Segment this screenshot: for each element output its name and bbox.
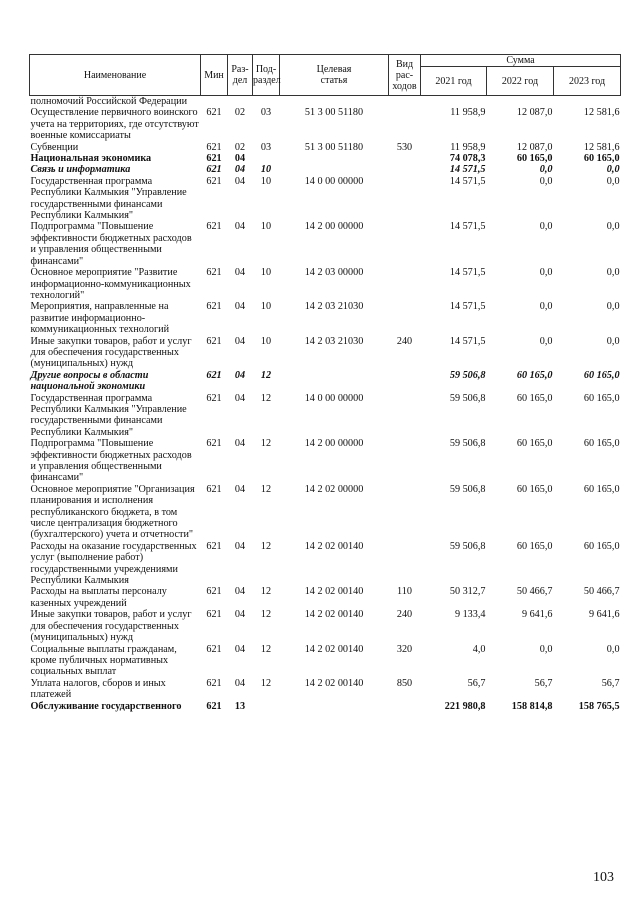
table-cell-2022: 60 165,0	[516, 438, 553, 450]
table-cell-target-article: 14 2 02 00140	[304, 677, 364, 689]
table-cell-name: Иные закупки товаров, работ и услуг для обеспечения государственных (муниципальных) нужд	[30, 609, 192, 644]
table-cell-name: Уплата налогов, сборов и иных платежей	[30, 677, 166, 701]
table-cell-subsection: 03	[260, 141, 272, 153]
table-cell-2022: 0,0	[539, 643, 553, 655]
table-cell-subsection: 10	[260, 221, 272, 233]
table-cell-ministry: 621	[206, 267, 222, 279]
table-cell-ministry: 621	[206, 643, 222, 655]
table-cell-2021: 14 571,5	[449, 301, 486, 313]
table-cell-name: Социальные выплаты гражданам, кроме публичных нормативных социальных выплат	[30, 643, 177, 678]
table-cell-ministry: 621	[206, 700, 222, 712]
table-cell-2021: 59 506,8	[449, 369, 486, 381]
table-cell-ministry: 621	[206, 609, 222, 621]
table-cell-target-article: 14 2 00 00000	[304, 438, 364, 450]
table-cell-2023: 0,0	[606, 301, 620, 313]
header-min: Мин	[201, 55, 228, 96]
table-cell-name: Национальная экономика	[30, 153, 152, 165]
table-cell-expense-type: 320	[396, 643, 413, 655]
table-cell-2022: 60 165,0	[516, 392, 553, 404]
table-cell-2022: 60 165,0	[516, 153, 553, 165]
table-cell-2023: 50 466,7	[583, 586, 620, 598]
table-cell-subsection: 12	[260, 677, 272, 689]
header-expense-type: Вид рас- ходов	[389, 55, 421, 96]
table-row	[30, 609, 621, 643]
table-cell-2022: 50 466,7	[516, 586, 553, 598]
table-row	[30, 153, 621, 164]
table-cell-expense-type	[389, 438, 421, 484]
table-cell-ministry: 621	[206, 369, 222, 381]
table-cell-subsection: 12	[260, 438, 272, 450]
table-cell-2023	[554, 96, 621, 108]
table-row	[30, 484, 621, 541]
table-cell-2021: 14 571,5	[449, 221, 486, 233]
table-cell-section: 04	[234, 392, 246, 404]
table-cell-2023: 0,0	[606, 221, 620, 233]
table-cell-2022: 12 087,0	[516, 107, 553, 119]
table-row	[30, 301, 621, 335]
table-row	[30, 176, 621, 222]
table-cell-ministry: 621	[206, 153, 222, 165]
table-cell-name: Иные закупки товаров, работ и услуг для обеспечения государственных (муниципальных) нужд	[30, 335, 192, 370]
table-cell-target-article: 14 2 03 00000	[304, 267, 364, 279]
table-cell-section: 04	[234, 609, 246, 621]
table-row	[30, 107, 621, 141]
table-cell-name: Государственная программа Республики Калмыкия "Управление государственными финансами Республики Калмыкия"	[30, 175, 187, 222]
table-cell-name: Государственная программа Республики Калмыкия "Управление государственными финансами Республики Калмыкия"	[30, 392, 187, 438]
table-cell-name: полномочий Российской Федерации	[30, 96, 188, 107]
table-cell-section: 04	[234, 335, 246, 347]
header-sum: Сумма	[421, 55, 621, 67]
table-cell-expense-type: 240	[396, 335, 413, 347]
table-cell-2022: 0,0	[539, 164, 553, 176]
table-cell-target-article	[280, 153, 389, 164]
table-body	[30, 96, 621, 712]
table-cell-target-article: 14 0 00 00000	[304, 392, 364, 404]
header-year-2022: 2022 год	[487, 67, 554, 96]
table-cell-ministry	[201, 96, 228, 108]
table-cell-target-article	[280, 701, 389, 712]
table-cell-target-article: 14 2 02 00000	[304, 483, 364, 495]
table-cell-section: 04	[234, 301, 246, 313]
table-cell-subsection: 10	[260, 164, 272, 176]
table-cell-2023: 158 765,5	[578, 700, 620, 712]
table-row	[30, 221, 621, 267]
table-cell-section: 04	[234, 369, 246, 381]
table-cell-2023: 56,7	[601, 677, 620, 689]
table-cell-target-article: 51 3 00 51180	[304, 141, 364, 153]
table-cell-2023: 60 165,0	[583, 392, 620, 404]
table-cell-expense-type	[389, 221, 421, 267]
table-cell-target-article: 14 2 02 00140	[304, 540, 364, 552]
table-cell-target-article: 14 2 00 00000	[304, 221, 364, 233]
table-cell-2021: 59 506,8	[449, 438, 486, 450]
table-cell-subsection: 10	[260, 301, 272, 313]
table-cell-name: Расходы на оказание государственных услуг (выполнение работ) государственными учреждениями Республики Калмыкия	[30, 540, 197, 587]
budget-table	[29, 54, 621, 712]
table-cell-2021	[421, 96, 487, 108]
table-cell-expense-type: 240	[396, 609, 413, 621]
table-cell-expense-type: 530	[396, 141, 413, 153]
table-cell-subsection: 12	[260, 609, 272, 621]
table-cell-section: 02	[234, 107, 246, 119]
table-cell-section: 13	[234, 700, 246, 712]
table-cell-2022: 60 165,0	[516, 540, 553, 552]
table-cell-name: Подпрограмма "Повышение эффективности бюджетных расходов и управления общественными финансами"	[30, 221, 192, 267]
header-year-2023: 2023 год	[554, 67, 621, 96]
table-cell-target-article	[280, 370, 389, 393]
table-cell-expense-type	[389, 176, 421, 222]
table-cell-subsection	[253, 153, 280, 164]
table-cell-2022: 0,0	[539, 335, 553, 347]
table-cell-expense-type	[389, 164, 421, 175]
table-cell-subsection: 12	[260, 643, 272, 655]
table-row	[30, 96, 621, 108]
table-cell-ministry: 621	[206, 221, 222, 233]
table-cell-name: Обслуживание государственного	[30, 700, 182, 712]
table-cell-section: 04	[234, 483, 246, 495]
table-cell-2022: 158 814,8	[511, 700, 553, 712]
table-cell-subsection: 10	[260, 335, 272, 347]
table-cell-name: Основное мероприятие "Организация планирования и исполнения республиканского бюджета, в том числе централизация бюджетного (бухгалтерского) учета и отчетности"	[30, 483, 195, 541]
table-cell-2021: 56,7	[467, 677, 486, 689]
table-cell-2022: 9 641,6	[521, 609, 553, 621]
table-cell-2022: 60 165,0	[516, 483, 553, 495]
table-cell-name: Связь и информатика	[30, 164, 131, 176]
table-cell-2021: 50 312,7	[449, 586, 486, 598]
table-cell-expense-type	[389, 370, 421, 393]
table-cell-2022: 56,7	[534, 677, 553, 689]
table-cell-subsection	[253, 96, 280, 108]
table-cell-subsection: 12	[260, 540, 272, 552]
table-cell-name: Мероприятия, направленные на развитие информационно-коммуникационных технологий	[30, 301, 170, 336]
table-cell-2021: 74 078,3	[449, 153, 486, 165]
table-cell-section: 04	[234, 221, 246, 233]
table-cell-expense-type	[389, 153, 421, 164]
table-cell-ministry: 621	[206, 164, 222, 176]
header-podrazdel: Под- раздел	[253, 55, 280, 96]
table-cell-subsection: 12	[260, 392, 272, 404]
table-cell-name: Основное мероприятие "Развитие информационно-коммуникационных технологий"	[30, 267, 191, 301]
table-row	[30, 370, 621, 393]
table-cell-target-article: 14 2 02 00140	[304, 586, 364, 598]
table-cell-section: 04	[234, 267, 246, 279]
table-row	[30, 541, 621, 587]
table-cell-2021: 14 571,5	[449, 335, 486, 347]
table-cell-ministry: 621	[206, 438, 222, 450]
table-cell-section: 04	[234, 164, 246, 176]
table-cell-subsection	[253, 701, 280, 712]
table-cell-2021: 11 958,9	[450, 141, 486, 153]
table-cell-name: Субвенции	[30, 141, 79, 153]
table-row	[30, 701, 621, 712]
table-cell-2023: 0,0	[606, 175, 620, 187]
table-cell-target-article: 14 2 03 21030	[304, 301, 364, 313]
table-cell-2023: 60 165,0	[583, 483, 620, 495]
table-cell-2023: 12 581,6	[583, 107, 620, 119]
table-cell-2022: 0,0	[539, 175, 553, 187]
table-cell-section: 04	[234, 540, 246, 552]
table-cell-2021: 59 506,8	[449, 392, 486, 404]
table-row	[30, 438, 621, 484]
table-cell-ministry: 621	[206, 107, 222, 119]
table-cell-expense-type	[389, 484, 421, 541]
table-cell-expense-type	[389, 301, 421, 335]
header-name: Наименование	[30, 55, 201, 96]
table-cell-subsection: 12	[260, 483, 272, 495]
table-cell-2021: 59 506,8	[449, 540, 486, 552]
table-cell-2023: 60 165,0	[583, 153, 620, 165]
table-cell-ministry: 621	[206, 540, 222, 552]
table-cell-2021: 14 571,5	[449, 267, 486, 279]
header-year-2021: 2021 год	[421, 67, 487, 96]
table-cell-name: Подпрограмма "Повышение эффективности бюджетных расходов и управления общественными финансами"	[30, 438, 192, 484]
table-cell-section: 04	[234, 643, 246, 655]
table-row	[30, 644, 621, 678]
table-cell-2023: 0,0	[606, 643, 620, 655]
table-cell-expense-type	[389, 107, 421, 141]
table-cell-expense-type	[389, 701, 421, 712]
table-cell-name: Другие вопросы в области национальной экономики	[30, 369, 149, 393]
table-cell-2022	[487, 96, 554, 108]
table-cell-expense-type: 850	[396, 677, 413, 689]
table-row	[30, 393, 621, 439]
table-cell-section: 04	[234, 586, 246, 598]
table-row	[30, 678, 621, 701]
table-cell-section: 04	[234, 175, 246, 187]
table-cell-target-article	[280, 96, 389, 108]
table-cell-target-article: 14 2 02 00140	[304, 643, 364, 655]
table-cell-ministry: 621	[206, 141, 222, 153]
table-cell-expense-type	[389, 267, 421, 301]
table-cell-section: 04	[234, 438, 246, 450]
table-cell-target-article: 51 3 00 51180	[304, 107, 364, 119]
table-cell-expense-type	[389, 96, 421, 108]
table-cell-2023: 0,0	[606, 335, 620, 347]
table-cell-ministry: 621	[206, 335, 222, 347]
table-header	[30, 55, 621, 96]
table-cell-expense-type	[389, 393, 421, 439]
table-cell-2023: 60 165,0	[583, 438, 620, 450]
header-target-article: Целевая статья	[280, 55, 389, 96]
table-row	[30, 586, 621, 609]
table-cell-target-article: 14 2 02 00140	[304, 609, 364, 621]
table-cell-name: Расходы на выплаты персоналу казенных учреждений	[30, 586, 167, 609]
table-cell-ministry: 621	[206, 175, 222, 187]
table-cell-2021: 14 571,5	[449, 164, 486, 176]
table-cell-2021: 221 980,8	[444, 700, 486, 712]
table-row	[30, 336, 621, 370]
table-cell-expense-type	[389, 541, 421, 587]
table-cell-2023: 12 581,6	[583, 141, 620, 153]
table-cell-subsection: 10	[260, 267, 272, 279]
table-cell-2021: 9 133,4	[454, 609, 486, 621]
table-cell-ministry: 621	[206, 586, 222, 598]
table-cell-ministry: 621	[206, 392, 222, 404]
table-row	[30, 267, 621, 301]
table-cell-2021: 4,0	[472, 643, 486, 655]
table-cell-2022: 0,0	[539, 301, 553, 313]
table-cell-2021: 11 958,9	[450, 107, 486, 119]
table-cell-2022: 60 165,0	[516, 369, 553, 381]
table-cell-2022: 0,0	[539, 267, 553, 279]
table-cell-2023: 0,0	[606, 267, 620, 279]
table-cell-subsection: 12	[260, 369, 272, 381]
table-cell-2023: 9 641,6	[588, 609, 620, 621]
table-cell-ministry: 621	[206, 301, 222, 313]
table-row	[30, 142, 621, 153]
table-cell-subsection: 03	[260, 107, 272, 119]
table-cell-target-article: 14 2 03 21030	[304, 335, 364, 347]
table-cell-expense-type: 110	[397, 586, 412, 598]
table-cell-section: 04	[234, 153, 246, 165]
page-number: 103	[593, 870, 614, 885]
table-cell-2022: 0,0	[539, 221, 553, 233]
table-cell-section	[228, 96, 253, 108]
table-cell-section: 04	[234, 677, 246, 689]
table-cell-name: Осуществление первичного воинского учета на территориях, где отсутствуют военные комиссариаты	[30, 107, 199, 142]
table-cell-2023: 60 165,0	[583, 540, 620, 552]
table-row	[30, 164, 621, 175]
table-cell-subsection: 12	[260, 586, 272, 598]
table-cell-target-article: 14 0 00 00000	[304, 175, 364, 187]
table-cell-target-article	[280, 164, 389, 175]
table-cell-ministry: 621	[206, 677, 222, 689]
table-cell-2022: 12 087,0	[516, 141, 553, 153]
table-cell-subsection: 10	[260, 175, 272, 187]
table-cell-2021: 14 571,5	[449, 175, 486, 187]
table-cell-2021: 59 506,8	[449, 483, 486, 495]
table-cell-ministry: 621	[206, 483, 222, 495]
table-cell-section: 02	[234, 141, 246, 153]
table-cell-2023: 60 165,0	[583, 369, 620, 381]
table-cell-2023: 0,0	[606, 164, 620, 176]
header-razdel: Раз- дел	[228, 55, 253, 96]
